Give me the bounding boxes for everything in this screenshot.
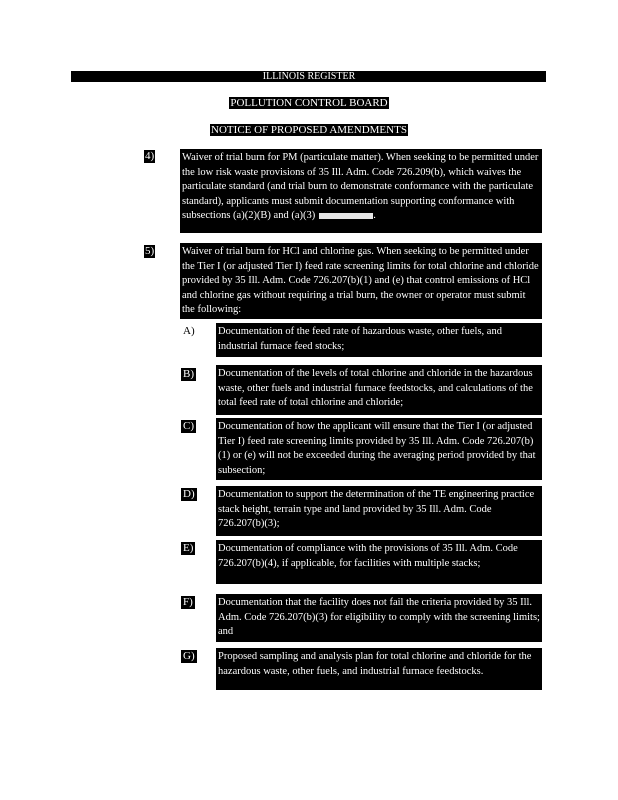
subitem-a-paragraph bbox=[216, 323, 542, 357]
subitem-c-text: Documentation of how the applicant will ensure that the Tier I (or adjusted Tier I) feed rate screening limits provided by 35 Ill. Adm. Code 726.207(b)(1) or (e) will not be exceeded during the averaging period provided by that subsection; bbox=[218, 421, 536, 476]
redaction-mark bbox=[319, 213, 373, 219]
subitem-c-letter: C) bbox=[183, 420, 194, 432]
subitem-f-paragraph bbox=[216, 594, 542, 642]
subitem-e-paragraph bbox=[216, 540, 542, 584]
subitem-a-text: Documentation of the feed rate of hazardous waste, other fuels, and industrial furnace feed stocks; bbox=[218, 326, 502, 352]
item-4-number: 4) bbox=[145, 150, 155, 162]
subitem-g-text: Proposed sampling and analysis plan for total chlorine and chloride for the hazardous waste, other fuels, and industrial furnace feedstocks. bbox=[218, 651, 532, 677]
item-5-text: Waiver of trial burn for HCl and chlorine gas. When seeking to be permitted under the Tier I (or adjusted Tier I) feed rate screening limits for total chlorine and chloride provided by 35 Ill. Adm. Code 726.207(b)(1) and (e) that control emissions of HCl and chlorine gas without requiring a trial burn, the owner or operator must submit the following: bbox=[182, 246, 539, 316]
subitem-e-letter: E) bbox=[183, 542, 194, 554]
subitem-e-text: Documentation of compliance with the provisions of 35 Ill. Adm. Code 726.207(b)(4), if applicable, for facilities with multiple stacks; bbox=[218, 543, 518, 569]
subitem-f-letter: F) bbox=[183, 596, 193, 608]
subitem-b-text: Documentation of the levels of total chlorine and chloride in the hazardous waste, other fuels and industrial furnace feedstocks, and calculations of the total feed rate of total chlorine and chloride; bbox=[218, 368, 533, 409]
board-title-text: POLLUTION CONTROL BOARD bbox=[230, 97, 388, 109]
subitem-g-letter: G) bbox=[183, 650, 195, 662]
subitem-g-paragraph bbox=[216, 648, 542, 690]
subitem-f-text: Documentation that the facility does not fail the criteria provided by 35 Ill. Adm. Code 726.207(b)(3) for eligibility to comply with the screening limits; and bbox=[218, 597, 540, 638]
subitem-b-letter: B) bbox=[183, 368, 194, 380]
subitem-b-paragraph bbox=[216, 365, 542, 415]
item-4-text: Waiver of trial burn for PM (particulate matter). When seeking to be permitted under the low risk waste provisions of 35 Ill. Adm. Code 726.209(b), which waives the particulate standard (and trial burn to demonstrate conformance with the particulate standard), applicants must submit documentation supporting conformance with subsections (a)(2)(B) and (a)(3) bbox=[182, 152, 539, 222]
board-title bbox=[0, 97, 618, 110]
subitem-c-paragraph bbox=[216, 418, 542, 480]
item-5-number: 5) bbox=[145, 245, 155, 257]
subitem-d-paragraph bbox=[216, 486, 542, 536]
notice-title-text: NOTICE OF PROPOSED AMENDMENTS bbox=[211, 124, 407, 136]
item-5-paragraph bbox=[180, 243, 542, 319]
notice-title bbox=[0, 124, 618, 137]
register-title: ILLINOIS REGISTER bbox=[262, 71, 356, 82]
item-4-end: . bbox=[373, 210, 376, 222]
subitem-d-text: Documentation to support the determination of the TE engineering practice stack height, terrain type and land provided by 35 Ill. Adm. Code 726.207(b)(3); bbox=[218, 489, 535, 530]
subitem-a-letter: A) bbox=[183, 325, 195, 337]
item-4-paragraph bbox=[180, 149, 542, 233]
subitem-d-letter: D) bbox=[183, 488, 195, 500]
